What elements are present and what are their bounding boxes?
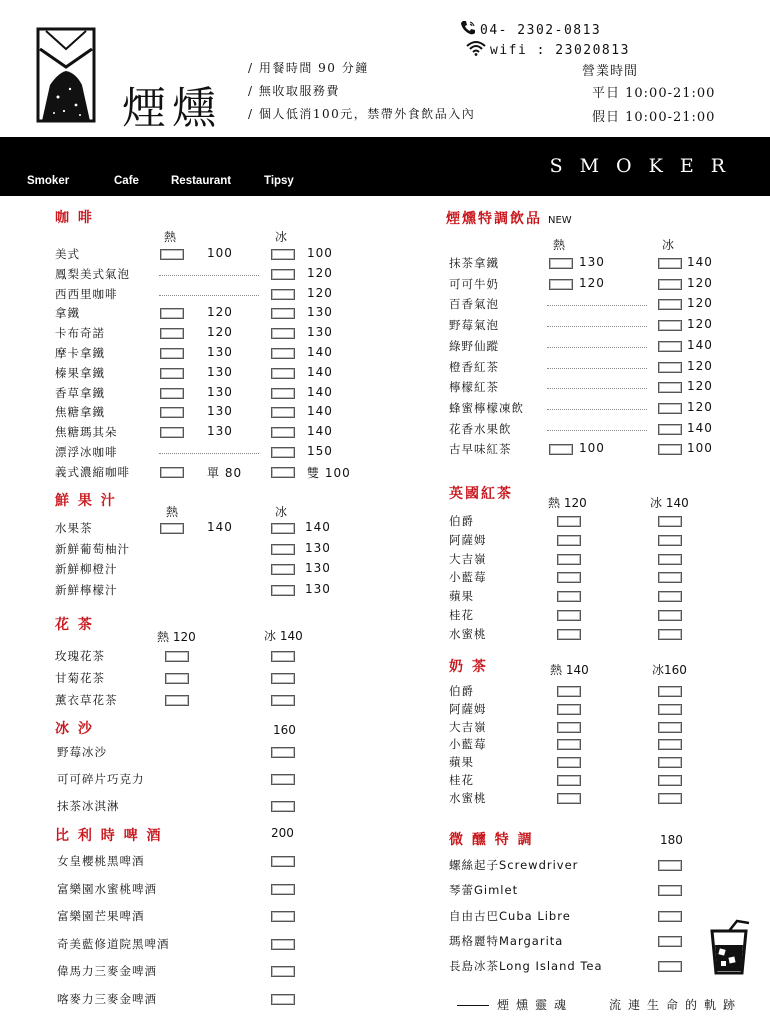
menu-row-cocktail [449,933,749,951]
cold-price: 140 [307,424,333,439]
cold-price: 120 [687,275,713,290]
menu-row-milk-tea [449,683,749,701]
special-title-text: 煙燻特調飲品 [446,211,542,227]
cold-price: 140 [307,364,333,379]
hot-price: 130 [207,364,233,379]
hot-checkbox[interactable] [165,651,189,662]
section-title-beer: 比 利 時 啤 酒 [55,828,163,844]
hot-checkbox[interactable] [557,775,581,786]
nav-item-smoker[interactable]: Smoker [27,175,70,187]
hours-weekday: 平日 10:00-21:00 [592,86,716,101]
menu-row-special [449,338,749,356]
hot-checkbox[interactable] [160,427,184,438]
cold-checkbox[interactable] [271,269,295,280]
juice-cold-header: 冰 [275,505,288,519]
iced-drink-icon [705,919,755,979]
menu-row-milk-tea [449,736,749,754]
dotted-leader [547,409,647,410]
menu-row-milk-tea [449,754,749,772]
item-name: 義式濃縮咖啡 [55,464,130,479]
item-name: 水蜜桃 [449,790,487,805]
smoothie-price: 160 [273,723,296,737]
hot-price: 130 [207,424,233,439]
menu-row-special [449,359,749,377]
cold-checkbox[interactable] [658,961,682,972]
section-title-juice: 鮮 果 汁 [55,493,117,509]
item-name: 焦糖拿鐵 [55,405,105,420]
cold-price: 140 [307,345,333,359]
cold-checkbox[interactable] [658,258,682,269]
cold-checkbox[interactable] [658,757,682,768]
cold-checkbox[interactable] [271,774,295,785]
cold-checkbox[interactable] [658,516,682,527]
item-name: 桂花 [449,608,474,622]
wifi-icon [466,40,486,60]
hot-checkbox[interactable] [160,249,184,260]
hot-checkbox[interactable] [160,348,184,359]
menu-row-beer [57,908,357,926]
cold-checkbox[interactable] [271,328,295,339]
cold-price: 140 [307,404,333,419]
cold-checkbox[interactable] [658,299,682,310]
cold-checkbox[interactable] [271,966,295,977]
cold-price: 140 [687,255,713,269]
cold-checkbox[interactable] [271,368,295,379]
item-name: 新鮮葡萄柚汁 [55,541,130,556]
nav-item-tipsy[interactable]: Tipsy [264,175,294,187]
cold-checkbox[interactable] [658,591,682,602]
cold-checkbox[interactable] [271,289,295,300]
top-bar [0,137,770,196]
hot-checkbox[interactable] [557,686,581,697]
cold-price: 130 [305,582,331,597]
item-name: 花香水果飲 [449,421,512,436]
hot-price: 130 [579,255,605,269]
dotted-leader [547,430,647,431]
menu-row-coffee [55,424,355,442]
dotted-leader [159,453,259,454]
cold-checkbox[interactable] [658,444,682,455]
menu-row-coffee [55,266,355,284]
hot-checkbox[interactable] [557,572,581,583]
menu-row-flower-tea [55,670,355,688]
milk-tea-cold-header: 冰160 [652,663,687,677]
hot-checkbox[interactable] [160,467,184,478]
footer-right: 流連生命的軌跡 [609,998,743,1012]
hot-checkbox[interactable] [557,610,581,621]
menu-row-special [449,255,749,273]
cold-checkbox[interactable] [658,535,682,546]
cold-checkbox[interactable] [658,320,682,331]
item-name: 古早味紅茶 [449,442,512,457]
menu-row-cocktail [449,882,749,900]
cold-checkbox[interactable] [271,911,295,922]
menu-row-special [449,421,749,439]
cold-checkbox[interactable] [271,884,295,895]
menu-row-beer [57,936,357,954]
dotted-leader [547,368,647,369]
item-name: 薰衣草花茶 [55,693,118,707]
menu-row-coffee [55,305,355,323]
logo-mark [36,27,96,123]
menu-row-special [449,441,749,459]
cold-checkbox[interactable] [271,427,295,438]
menu-row-beer [57,991,357,1009]
menu-row-special [449,276,749,294]
item-name: 野莓冰沙 [57,745,107,759]
cold-checkbox[interactable] [658,911,682,922]
cold-checkbox[interactable] [271,994,295,1005]
item-name: 焦糖瑪其朵 [55,425,118,440]
item-name: 玫瑰花茶 [55,649,105,663]
cold-checkbox[interactable] [658,629,682,640]
item-name: 榛果拿鐵 [55,365,105,380]
cold-price: 120 [307,265,333,280]
item-name: 蘋果 [449,755,474,770]
item-name: 自由古巴Cuba Libre [449,908,571,923]
section-title-cocktail: 微 醺 特 調 [449,832,534,848]
item-name: 瑪格麗特Margarita [449,933,564,948]
section-title-special [446,208,572,228]
phone-number: 04- 2302-0813 [480,22,602,38]
item-name: 甘菊花茶 [55,671,105,685]
item-name: 大吉嶺 [449,719,487,734]
rule-dining-time: / 用餐時間 90 分鐘 [248,61,369,75]
item-name: 伯爵 [449,514,474,528]
wifi-password: wifi : 23020813 [490,42,630,58]
hot-price: 140 [207,520,233,534]
hot-price: 120 [207,305,233,320]
cold-checkbox[interactable] [271,544,295,555]
item-name: 螺絲起子Screwdriver [449,858,579,872]
item-name: 小藍莓 [449,570,487,585]
cold-price: 100 [307,246,333,260]
hot-checkbox[interactable] [549,444,573,455]
item-name: 蜂蜜檸檬凍飲 [449,400,524,415]
hot-checkbox[interactable] [160,328,184,339]
cold-checkbox[interactable] [271,467,295,478]
hours-holiday: 假日 10:00-21:00 [592,110,716,125]
item-name: 長島冰茶Long Island Tea [449,959,603,974]
item-name: 漂浮冰咖啡 [55,445,118,459]
item-name: 檸檬紅茶 [449,380,499,395]
hot-checkbox[interactable] [557,757,581,768]
cold-checkbox[interactable] [658,424,682,435]
menu-row-coffee [55,464,355,482]
cold-checkbox[interactable] [658,686,682,697]
item-name: 偉馬力三麥金啤酒 [57,964,157,979]
menu-row-special [449,317,749,335]
item-name: 大吉嶺 [449,551,487,566]
milk-tea-hot-header: 熱 140 [550,663,589,677]
flower-cold-header: 冰 140 [264,629,303,643]
menu-row-cocktail [449,908,749,926]
cold-checkbox[interactable] [658,936,682,947]
item-name: 富樂園芒果啤酒 [57,909,145,924]
nav-item-restaurant[interactable]: Restaurant [171,175,232,187]
item-name: 富樂園水蜜桃啤酒 [57,881,157,896]
item-name: 喀麥力三麥金啤酒 [57,992,157,1006]
cold-price: 120 [687,296,713,311]
item-name: 抹茶拿鐵 [449,256,499,270]
menu-row-smoothie [57,771,357,789]
item-name: 野莓氣泡 [449,318,499,333]
item-name: 橙香紅茶 [449,359,499,374]
cold-price: 120 [307,285,333,300]
item-name: 蘋果 [449,589,474,604]
menu-row-smoothie [57,798,357,816]
menu-row-coffee [55,286,355,304]
dotted-leader [159,295,259,296]
hot-checkbox[interactable] [557,739,581,750]
cold-price: 140 [687,337,713,352]
hot-price: 130 [207,404,233,419]
hot-checkbox[interactable] [557,591,581,602]
footer-rule [457,1005,489,1006]
item-name: 百香氣泡 [449,297,499,312]
item-name: 卡布奇諾 [55,326,105,341]
special-hot-header: 熱 [553,238,566,252]
item-name: 桂花 [449,773,474,787]
cold-checkbox[interactable] [658,793,682,804]
hot-checkbox[interactable] [160,388,184,399]
nav-item-cafe[interactable]: Cafe [114,175,139,187]
cold-checkbox[interactable] [271,564,295,575]
item-name: 綠野仙蹤 [449,338,499,353]
cold-price: 140 [687,420,713,435]
cold-checkbox[interactable] [271,348,295,359]
menu-row-coffee [55,385,355,403]
hot-price: 120 [207,325,233,340]
item-name: 小藍莓 [449,737,487,752]
item-name: 抹茶冰淇淋 [57,799,120,813]
section-title-milk-tea: 奶 茶 [449,659,488,675]
hot-checkbox[interactable] [557,704,581,715]
hot-checkbox[interactable] [557,722,581,733]
cold-checkbox[interactable] [271,407,295,418]
contact-bar [460,20,770,60]
cold-checkbox[interactable] [658,572,682,583]
menu-row-cocktail [449,857,749,875]
menu-row-special [449,379,749,397]
item-name: 琴蕾Gimlet [449,883,519,898]
menu-row-beer [57,881,357,899]
cold-checkbox[interactable] [271,308,295,319]
new-badge: NEW [548,215,572,226]
cold-price: 150 [307,444,333,458]
hot-checkbox[interactable] [160,407,184,418]
cold-checkbox[interactable] [271,856,295,867]
item-name: 女皇櫻桃黑啤酒 [57,854,145,868]
cold-checkbox[interactable] [271,747,295,758]
cold-checkbox[interactable] [658,704,682,715]
item-name: 新鮮柳橙汁 [55,562,118,577]
menu-row-special [449,400,749,418]
item-name: 可可牛奶 [449,276,499,291]
cold-price: 140 [307,384,333,399]
cold-price: 130 [307,325,333,340]
beer-price: 200 [271,826,294,840]
cold-checkbox[interactable] [658,362,682,373]
menu-row-juice [55,561,355,579]
menu-row-coffee [55,444,355,462]
cold-checkbox[interactable] [658,382,682,393]
cold-checkbox[interactable] [658,885,682,896]
hot-price: 120 [579,275,605,290]
cold-checkbox[interactable] [658,722,682,733]
item-name: 香草拿鐵 [55,385,105,400]
brand-name: 煙燻 [122,83,222,134]
item-name: 鳳梨美式氣泡 [55,266,130,281]
section-title-coffee: 咖 啡 [55,210,94,226]
menu-row-coffee [55,404,355,422]
menu-row-english-tea [449,607,749,625]
cold-checkbox[interactable] [271,447,295,458]
cold-price: 120 [687,399,713,414]
cold-checkbox[interactable] [271,249,295,260]
phone-icon [460,20,476,40]
cold-price: 120 [687,317,713,332]
menu-row-coffee [55,345,355,363]
menu-row-milk-tea [449,772,749,790]
coffee-hot-header: 熱 [164,230,177,244]
rule-minimum-charge: / 個人低消100元，禁帶外食飲品入內 [248,107,476,121]
hot-checkbox[interactable] [160,523,184,534]
dotted-leader [547,388,647,389]
hot-price: 單 80 [207,465,243,480]
hot-price: 130 [207,384,233,399]
hot-checkbox[interactable] [557,793,581,804]
menu-row-coffee [55,365,355,383]
item-name: 水蜜桃 [449,626,487,641]
cold-checkbox[interactable] [271,801,295,812]
menu-row-special [449,296,749,314]
hot-checkbox[interactable] [165,673,189,684]
section-title-english-tea: 英國紅茶 [449,486,513,502]
menu-row-coffee [55,325,355,343]
cold-checkbox[interactable] [658,403,682,414]
hot-checkbox[interactable] [557,535,581,546]
coffee-cold-header: 冰 [275,230,288,244]
cold-price: 130 [305,540,331,555]
juice-hot-header: 熱 [166,505,179,519]
menu-row-english-tea [449,588,749,606]
menu-row-cocktail [449,958,749,976]
cold-checkbox[interactable] [271,651,295,662]
english-tea-cold-header: 冰 140 [650,496,689,510]
item-name: 奇美藍修道院黑啤酒 [57,936,170,951]
item-name: 美式 [55,247,80,261]
english-tea-hot-header: 熱 120 [548,496,587,510]
item-name: 阿薩姆 [449,532,487,547]
cold-checkbox[interactable] [271,585,295,596]
special-cold-header: 冰 [662,238,675,252]
footer-left: 煙燻靈魂 [497,998,574,1012]
hot-price: 130 [207,345,233,359]
cold-checkbox[interactable] [658,610,682,621]
brand-english: SMOKER [549,155,742,177]
dotted-leader [159,275,259,276]
cold-checkbox[interactable] [658,279,682,290]
cocktail-price: 180 [660,833,683,847]
menu-row-flower-tea [55,648,355,666]
hot-checkbox[interactable] [557,516,581,527]
menu-row-smoothie [57,744,357,762]
section-title-flower-tea: 花 茶 [55,617,94,633]
item-name: 西西里咖啡 [55,286,118,301]
cold-checkbox[interactable] [271,388,295,399]
hot-checkbox[interactable] [160,368,184,379]
cold-price: 130 [307,305,333,320]
cold-price: 120 [687,358,713,373]
item-name: 阿薩姆 [449,701,487,716]
cold-checkbox[interactable] [271,695,295,706]
cold-checkbox[interactable] [271,939,295,950]
menu-row-coffee [55,246,355,264]
menu-row-english-tea [449,532,749,550]
item-name: 可可碎片巧克力 [57,772,145,786]
cold-price: 140 [305,520,331,534]
dotted-leader [547,326,647,327]
menu-row-juice [55,582,355,600]
rule-no-service-fee: / 無收取服務費 [248,84,340,98]
cold-price: 100 [687,441,713,456]
item-name: 水果茶 [55,521,93,535]
cold-checkbox[interactable] [658,341,682,352]
menu-row-english-tea [449,626,749,644]
hot-checkbox[interactable] [549,258,573,269]
menu-row-milk-tea [449,701,749,719]
hot-price: 100 [207,246,233,260]
flower-hot-header: 熱 120 [157,630,196,644]
cold-checkbox[interactable] [271,673,295,684]
hot-checkbox[interactable] [160,308,184,319]
menu-row-flower-tea [55,692,355,710]
menu-row-english-tea [449,513,749,531]
menu-row-beer [57,963,357,981]
item-name: 新鮮檸檬汁 [55,583,118,598]
hot-checkbox[interactable] [165,695,189,706]
cold-checkbox[interactable] [271,523,295,534]
dotted-leader [547,305,647,306]
cold-checkbox[interactable] [658,554,682,565]
cold-checkbox[interactable] [658,860,682,871]
item-name: 拿鐵 [55,306,80,321]
hot-checkbox[interactable] [557,554,581,565]
menu-row-juice [55,541,355,559]
cold-checkbox[interactable] [658,775,682,786]
hot-price: 100 [579,441,605,456]
cold-price: 雙 100 [307,465,351,480]
hours-title: 營業時間 [582,64,639,79]
cold-checkbox[interactable] [658,739,682,750]
hot-checkbox[interactable] [549,279,573,290]
menu-row-juice [55,520,355,538]
menu-row-milk-tea [449,719,749,737]
section-title-smoothie: 冰 沙 [55,721,94,737]
item-name: 伯爵 [449,684,474,698]
hot-checkbox[interactable] [557,629,581,640]
item-name: 摩卡拿鐵 [55,346,105,360]
menu-row-beer [57,853,357,871]
dotted-leader [547,347,647,348]
cold-price: 120 [687,379,713,394]
cold-price: 130 [305,561,331,576]
menu-row-english-tea [449,569,749,587]
menu-row-milk-tea [449,790,749,808]
menu-row-english-tea [449,551,749,569]
